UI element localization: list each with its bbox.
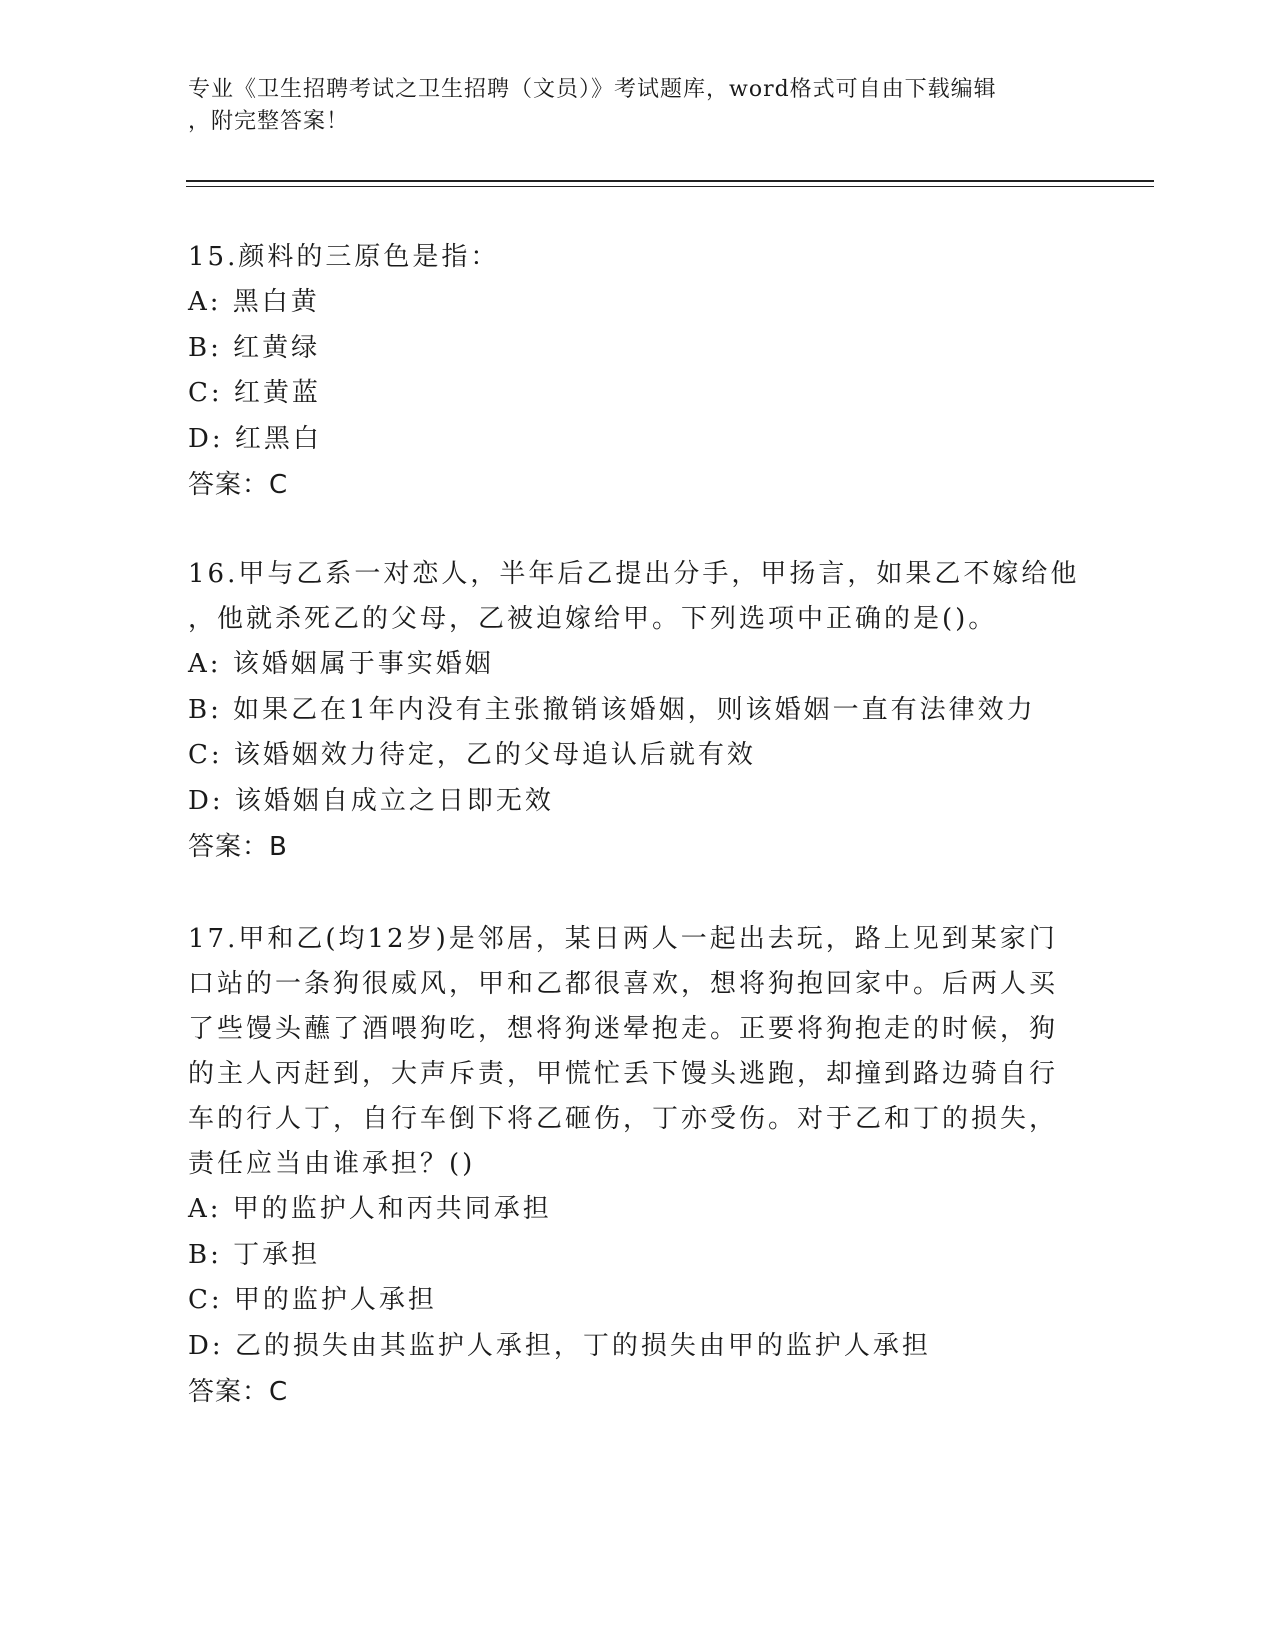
question-stem-line: 了些馒头蘸了酒喂狗吃，想将狗迷晕抱走。正要将狗抱走的时候，狗: [188, 1014, 1059, 1044]
question-stem-line: 15.颜料的三原色是指：: [188, 242, 500, 272]
option-b: B: 红黄绿: [188, 332, 321, 363]
question-stem-line: 车的行人丁，自行车倒下将乙砸伤，丁亦受伤。对于乙和丁的损失，: [188, 1104, 1059, 1134]
question-17: [188, 917, 1088, 1415]
question-16: [188, 552, 1088, 870]
document-header: [188, 74, 1088, 138]
option-b: B: 如果乙在1年内没有主张撤销该婚姻，则该婚姻一直有法律效力: [188, 694, 1036, 725]
option-c: C: 该婚姻效力待定，乙的父母追认后就有效: [188, 740, 756, 770]
option-d: D: 红黑白: [188, 423, 322, 454]
header-divider-thick: [186, 180, 1154, 182]
question-stem-line: 的主人丙赶到，大声斥责，甲慌忙丢下馒头逃跑，却撞到路边骑自行: [188, 1059, 1059, 1089]
option-a: A: 该婚姻属于事实婚姻: [188, 649, 494, 679]
answer-line: 答案：B: [188, 832, 288, 862]
header-divider-thin: [186, 186, 1154, 187]
question-stem-line: 16.甲与乙系一对恋人，半年后乙提出分手，甲扬言，如果乙不嫁给他: [188, 559, 1080, 589]
header-line-1: 专业《卫生招聘考试之卫生招聘（文员）》考试题库，word格式可自由下载编辑: [188, 77, 997, 102]
option-a: A: 甲的监护人和丙共同承担: [188, 1194, 552, 1224]
question-15: [188, 235, 1088, 508]
answer-line: 答案：C: [188, 470, 289, 500]
question-stem-line: 责任应当由谁承担？(): [188, 1149, 476, 1179]
option-b: B: 丁承担: [188, 1239, 321, 1270]
option-c: C: 甲的监护人承担: [188, 1285, 437, 1315]
option-a: A: 黑白黄: [188, 287, 320, 317]
question-stem-line: ，他就杀死乙的父母，乙被迫嫁给甲。下列选项中正确的是()。: [188, 604, 998, 634]
question-stem-line: 口站的一条狗很威风，甲和乙都很喜欢，想将狗抱回家中。后两人买: [188, 969, 1059, 999]
header-line-2: ，附完整答案！: [188, 109, 350, 134]
answer-line: 答案：C: [188, 1377, 289, 1407]
option-d: D: 该婚姻自成立之日即无效: [188, 785, 554, 816]
option-c: C: 红黄蓝: [188, 378, 321, 408]
option-d: D: 乙的损失由其监护人承担，丁的损失由甲的监护人承担: [188, 1330, 931, 1361]
question-stem-line: 17.甲和乙(均12岁)是邻居，某日两人一起出去玩，路上见到某家门: [188, 924, 1058, 954]
